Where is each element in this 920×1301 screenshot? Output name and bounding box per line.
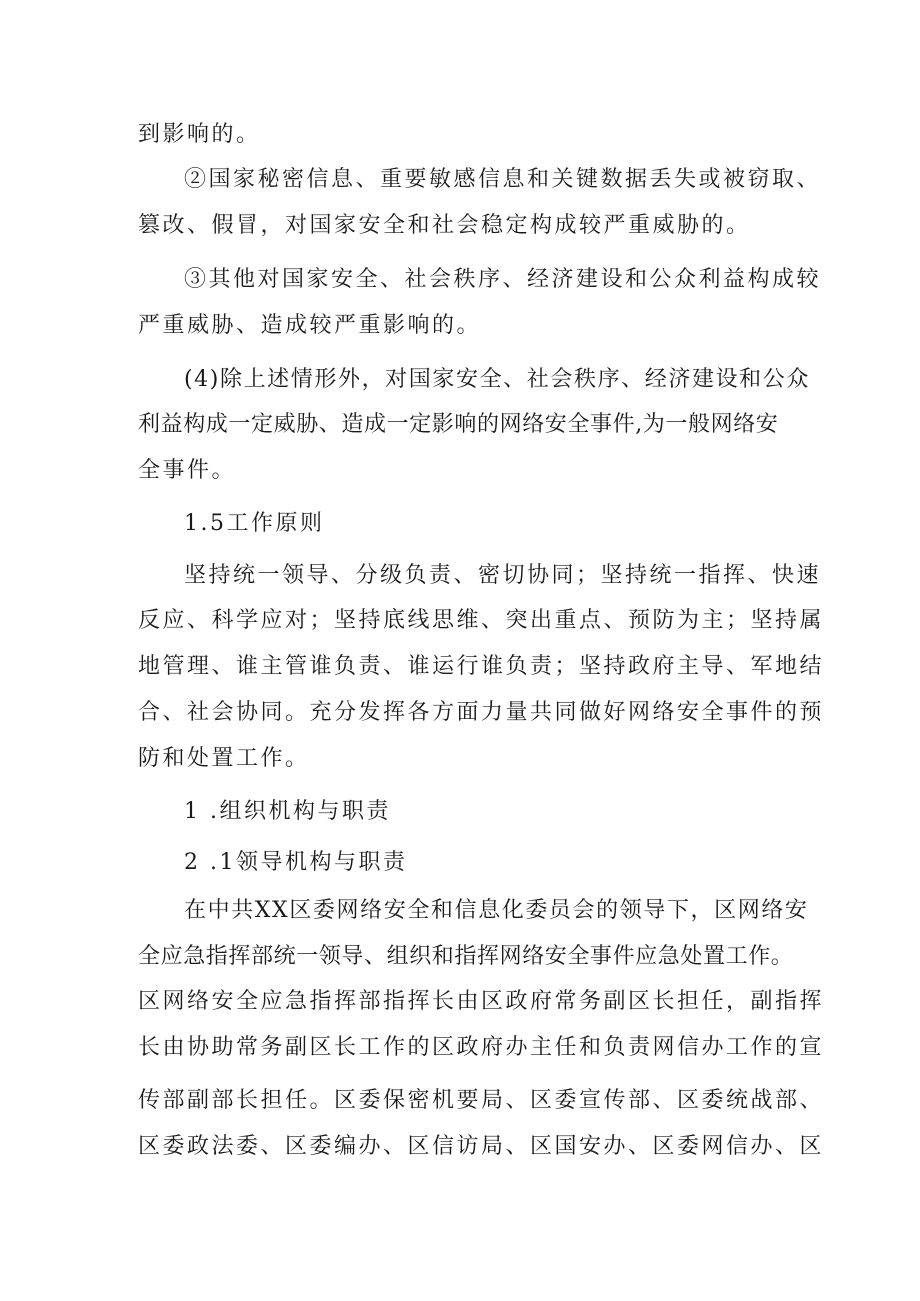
text-line: 坚持统一领导、分级负责、密切协同；坚持统一指挥、快速: [184, 563, 822, 588]
text-line: 严重威胁、造成较严重影响的。: [138, 313, 482, 338]
text-line: 传部副部长担任。区委保密机要局、区委宣传部、区委统战部、: [138, 1088, 825, 1113]
text-line: 反应、科学应对；坚持底线思维、突出重点、预防为主；坚持属: [138, 608, 825, 633]
text-line: ③其他对国家安全、社会秩序、经济建设和公众利益构成较: [184, 267, 822, 292]
text-line: 在中共XX区委网络安全和信息化委员会的领导下，区网络安: [184, 898, 809, 923]
text-line: 合、社会协同。充分发挥各方面力量共同做好网络安全事件的预: [138, 700, 825, 725]
section-heading: 1.5工作原则: [184, 511, 325, 536]
text-line: 全事件。: [138, 458, 237, 483]
text-line: 长由协助常务副区长工作的区政府办主任和负责网信办工作的宣: [138, 1035, 825, 1060]
text-line: ②国家秘密信息、重要敏感信息和关键数据丢失或被窃取、: [184, 167, 822, 192]
text-line: 全应急指挥部统一领导、组织和指挥网络安全事件应急处置工作。: [138, 944, 794, 969]
text-line: 篡改、假冒，对国家安全和社会稳定构成较严重威胁的。: [138, 213, 751, 238]
section-heading: 1 .组织机构与职责: [184, 799, 391, 824]
text-line: 到影响的。: [138, 122, 261, 147]
text-line: 地管理、谁主管谁负责、谁运行谁负责；坚持政府主导、军地结: [138, 654, 825, 679]
section-heading: 2 .1领导机构与职责: [184, 850, 408, 875]
text-line: 区网络安全应急指挥部指挥长由区政府常务副区长担任，副指挥: [138, 989, 825, 1014]
text-line: 防和处置工作。: [138, 746, 310, 771]
text-line: 利益构成一定威胁、造成一定影响的网络安全事件,为一般网络安: [138, 412, 779, 437]
text-line: (4)除上述情形外，对国家安全、社会秩序、经济建设和公众: [184, 367, 810, 392]
text-line: 区委政法委、区委编办、区信访局、区国安办、区委网信办、区: [138, 1134, 825, 1159]
